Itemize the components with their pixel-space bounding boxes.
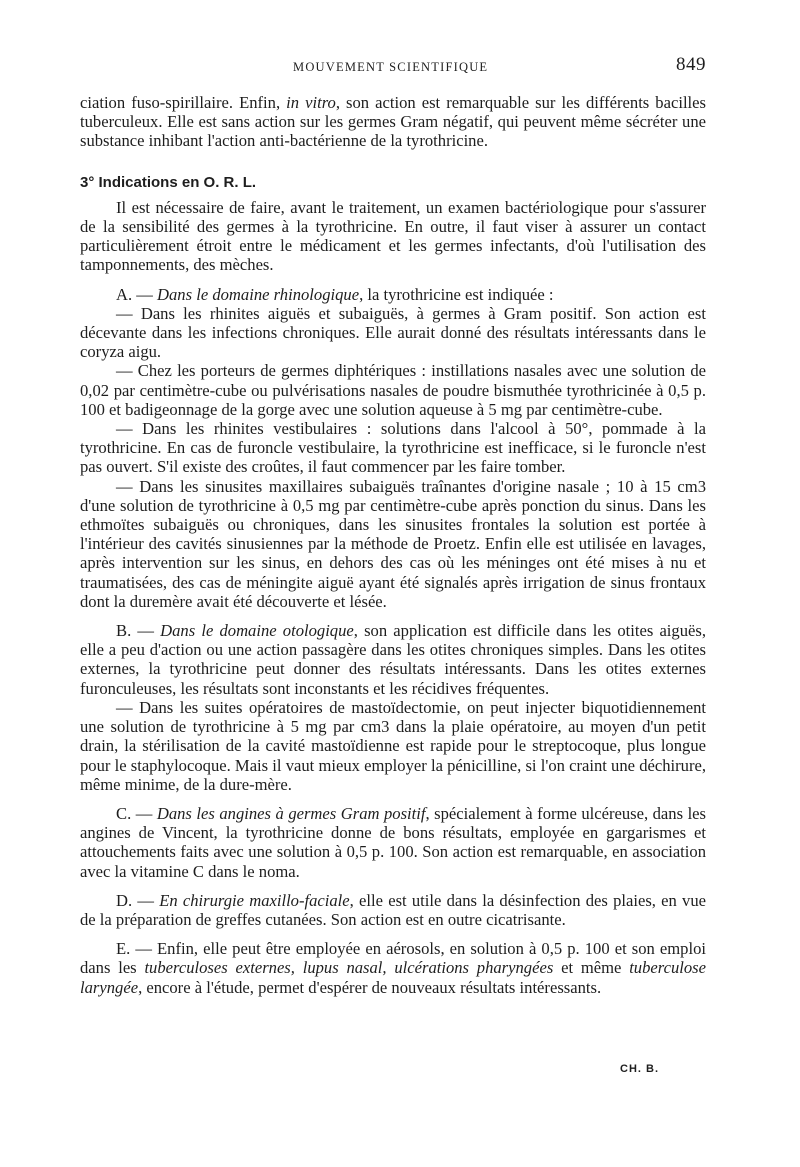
- paragraph-b1: — Dans les suites opératoires de mastoïdectomie, on peut injecter biquotidiennement une solution de tyrothricine à 5 mg par cm3 dans la plaie opératoire, au moyen d'un petit drain, la stérilisation de la cavité mastoïdienne est rapide pour le streptocoque, plus longue pour le staphylocoque. Mais il vaut mieux employer la pénicilline, si l'on craint une déchirure, même minime, de la dure-mère.: [80, 697, 706, 794]
- text-run: et même: [553, 958, 630, 978]
- italic-run: Dans le domaine rhinologique: [157, 284, 360, 304]
- paragraph-a1: — Dans les rhinites aiguës et subaiguës, à germes à Gram positif. Son action est décevante dans les infections chroniques. Elle aurait donné des résultats intéressants dans le coryza aigu.: [80, 303, 706, 362]
- section-heading: 3° Indications en O. R. L.: [80, 173, 257, 191]
- article-body: [80, 93, 706, 997]
- paragraph-a2: — Chez les porteurs de germes diphtériques : instillations nasales avec une solution de 0,02 par centimètre-cube ou pulvérisations nasales de poudre bismuthée tyrothricinée à 0,5 p. 100 et badigeonnage de la gorge avec une solution aqueuse à 5 mg par centimètre-cube.: [80, 361, 706, 419]
- paragraph-continuation: [80, 93, 706, 151]
- text-run: E. — Enfin, elle peut être employée en aérosols, en solution à 0,5 p. 100 et son emploi dans les: [80, 939, 706, 978]
- paragraph-intro: Il est nécessaire de faire, avant le traitement, un examen bactériologique pour s'assurer de la sensibilité des germes à la tyrothricine. En outre, il faut viser à assurer un contact particulièrement étroit entre le médicament et les germes infectants, d'où l'utilisation des tamponnements, des mèches.: [80, 197, 706, 275]
- text-run: , son action est remarquable sur les différents bacilles tuberculeux. Elle est sans action sur les germes Gram négatif, qui peuvent même sécréter une substance inhibant l'action anti-bactérienne de la tyrothricine.: [80, 93, 706, 151]
- italic-run: Dans les angines à germes Gram positif: [156, 803, 426, 823]
- paragraph-a4: — Dans les sinusites maxillaires subaiguës traînantes d'origine nasale ; 10 à 15 cm3 d'une solution de tyrothricine à 0,5 mg par centimètre-cube après ponction du sinus. Dans les ethmoïtes subaiguës ou chroniques, dans les sinusites frontales la solution est portée à l'intérieur des cavités sinusiennes par la méthode de Proetz. Enfin elle est utilisée en lavages, après intervention sur les sinus, en dehors des cas où les méninges ont été mises à nu et traumatisées, des cas de méningite aiguë ayant été signalés après irrigation de sinus frontaux dont la duremère avait été découverte et lésée.: [80, 476, 706, 611]
- paragraph-d: [80, 891, 706, 929]
- italic-run: En chirurgie maxillo-faciale: [159, 890, 350, 910]
- italic-run: in vitro: [286, 93, 336, 112]
- text-run: D. —: [116, 890, 160, 910]
- paragraph-a3: — Dans les rhinites vestibulaires : solutions dans l'alcool à 50°, pommade à la tyrothricine. En cas de furoncle vestibulaire, la tyrothricine est inefficace, si le furoncle n'est pas ouvert. S'il existe des croûtes, il faut commencer par les faire tomber.: [80, 419, 706, 477]
- paragraph-e: [80, 939, 706, 997]
- paragraph-a: [80, 285, 706, 304]
- text-run: B. —: [116, 621, 161, 641]
- text-run: , spécialement à forme ulcéreuse, dans les angines de Vincent, la tyrothricine donne de bons résultats, employée en gargarismes et attouchements faits avec une solution à 0,5 p. 100. Son action est remarquable, en association avec la vitamine C dans le noma.: [80, 803, 707, 881]
- text-run: , la tyrothricine est indiquée :: [359, 284, 554, 304]
- text-run: , son application est difficile dans les otites aiguës, elle a peu d'action ou une action passagère dans les otites chroniques simples. Dans les otites externes, la tyrothricine peut donner des résultats intéressants. Dans les otites externes furonculeuses, les résultats sont inconstants et les récidives fréquentes.: [80, 621, 706, 698]
- running-title: MOUVEMENT SCIENTIFIQUE: [293, 60, 489, 74]
- text-run: , encore à l'étude, permet d'espérer de nouveaux résultats intéressants.: [138, 977, 602, 997]
- page-number: 849: [676, 54, 706, 75]
- paragraph-b: [80, 621, 706, 698]
- text-run: ciation fuso-spirillaire. Enfin,: [80, 93, 287, 112]
- italic-run: tuberculose laryngée: [80, 958, 706, 997]
- italic-run: tuberculoses externes, lupus nasal, ulcérations pharyngées: [144, 958, 554, 978]
- text-run: , elle est utile dans la désinfection des plaies, en vue de la préparation de greffes cutanées. Son action est en outre cicatrisante.: [80, 890, 707, 929]
- paragraph-c: [80, 804, 706, 881]
- italic-run: Dans le domaine otologique: [160, 621, 354, 641]
- text-run: C. —: [116, 803, 157, 823]
- author-signature: CH. B.: [620, 1063, 659, 1075]
- text-run: A. —: [116, 284, 158, 304]
